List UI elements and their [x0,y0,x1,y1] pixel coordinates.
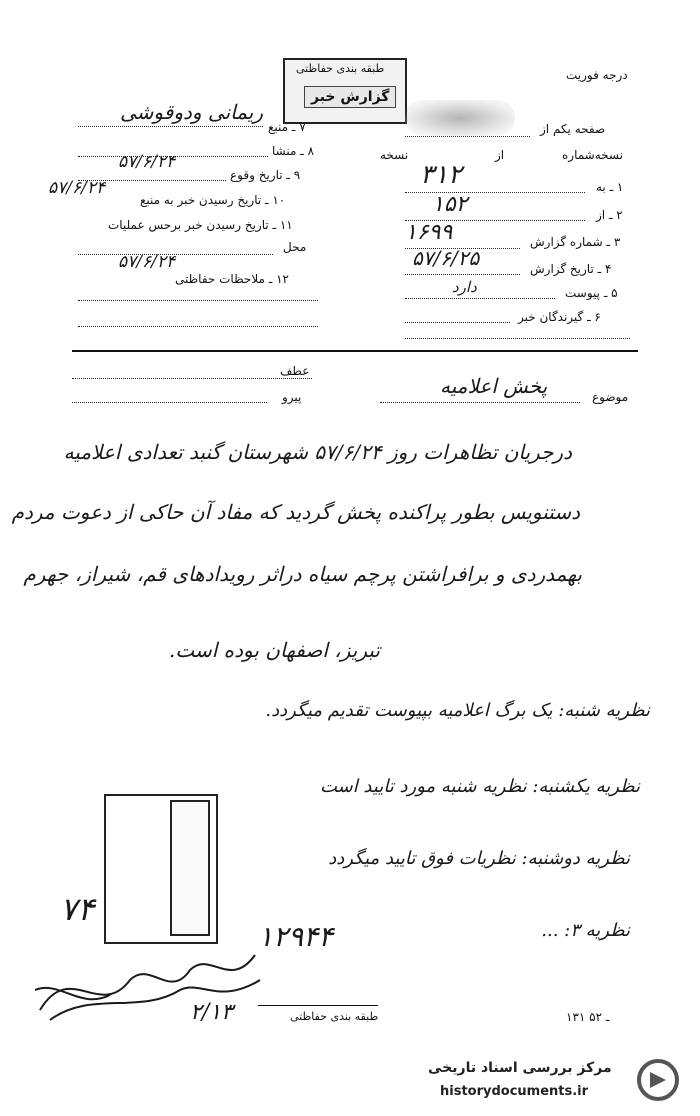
field-6-label: ۶ ـ گیرندگان خبر [518,310,601,324]
subject-label: موضوع [592,390,629,404]
field-3-value: ۱۶۹۹ [405,220,453,245]
bottom-numbers: ۲/۱۳ [190,1000,233,1025]
section-divider [72,350,638,352]
archive-url: historydocuments.ir [440,1084,589,1099]
field-8-label: ۸ ـ منشا [272,144,315,158]
field-1-label: ۱ ـ به [596,180,624,194]
note-monday: نظریه دوشنبه: نظریات فوق تایید میگردد [328,848,630,869]
field-3-label: ۳ ـ شماره گزارش [530,235,621,249]
field-4-label: ۴ ـ تاریخ گزارش [530,262,612,276]
field-9-value: ۵۷/۶/۲۴ [118,152,176,172]
reference-line [72,378,312,379]
signature [30,920,270,1030]
subject-line [380,402,580,403]
field-7-line [78,126,263,127]
number-stamp: ۱۲۹۴۴ [258,920,334,953]
page-field-line [405,136,530,137]
classification-top-label: طبقه بندی حفاظتی [296,62,385,75]
copy-no-label: نسخه‌شماره [562,148,623,162]
copy-label: نسخه [380,148,409,162]
follow-label: پیرو [282,390,302,404]
field-12-label: ۱۲ ـ ملاحظات حفاظتی [175,272,289,286]
footer-line [258,1005,378,1006]
vertical-stamp-inner [170,800,210,936]
body-line-1: درجریان تظاهرات روز ۵۷/۶/۲۴ شهرستان گنبد تعدادی اعلامیه [63,440,572,464]
of-label: از [495,148,505,162]
note-saturday: نظریه شنبه: یک برگ اعلامیه بپیوست تقدیم میگردد. [265,700,650,721]
urgency-label: درجه فوریت [566,68,628,82]
field-4-value: ۵۷/۶/۲۵ [412,246,480,270]
body-line-4: تبریز، اصفهان بوده است. [168,638,380,662]
classification-bottom-label: طبقه بندی حفاظتی [290,1010,379,1023]
report-type-title: گزارش خبر [304,86,396,108]
field-11-line [78,254,273,255]
field-6-line-2 [405,338,630,339]
field-2-label: ۲ ـ از [596,208,623,222]
reference-label: عطف [280,364,310,378]
field-5-value: دارد [452,278,477,296]
subject-value: پخش اعلامیه [440,374,548,398]
archive-logo-icon [636,1058,680,1102]
field-6-line [405,322,510,323]
field-5-label: ۵ ـ پیوست [565,286,618,300]
field-10-value: ۵۷/۶/۲۴ [48,178,106,198]
note-4: نظریه ۳: ... [541,920,630,941]
page-field-label: صفحه یکم از [540,122,606,136]
field-4-line [405,274,520,275]
field-2-value: ۱۵۲ [432,192,468,217]
field-5-line [405,298,555,299]
form-code: ۱۳۱ ـ ۵۲ [566,1010,610,1024]
field-12-line [78,300,318,301]
field-11-label: ۱۱ ـ تاریخ رسیدن خبر برحس عملیات [108,218,293,232]
field-11-place-label: محل [283,240,307,254]
archive-name: مرکز بررسی اسناد تاریخی [428,1060,612,1076]
field-9-label: ۹ ـ تاریخ وقوع [230,168,301,182]
field-7-label: ۷ ـ منبع [268,120,306,134]
field-10-label: ۱۰ ـ تاریخ رسیدن خبر به منبع [140,193,286,207]
note-sunday: نظریه یکشنبه: نظریه شنبه مورد تایید است [319,776,640,797]
field-1-value: ۳۱۲ [420,160,462,190]
side-numbers: ۷۴ [60,890,95,928]
field-7-value: ریمانی ودوقوشی [120,100,264,124]
follow-line [72,402,267,403]
field-11-value: ۵۷/۶/۲۴ [118,252,176,272]
body-line-3: بهمدردی و برافراشتن پرچم سیاه دراثر رویدادهای قم، شیراز، جهرم [23,562,582,586]
field-12-line-2 [78,326,318,327]
ink-stamp-mark [405,100,515,136]
body-line-2: دستنویس بطور پراکنده پخش گردید که مفاد آن حاکی از دعوت مردم [11,500,580,524]
